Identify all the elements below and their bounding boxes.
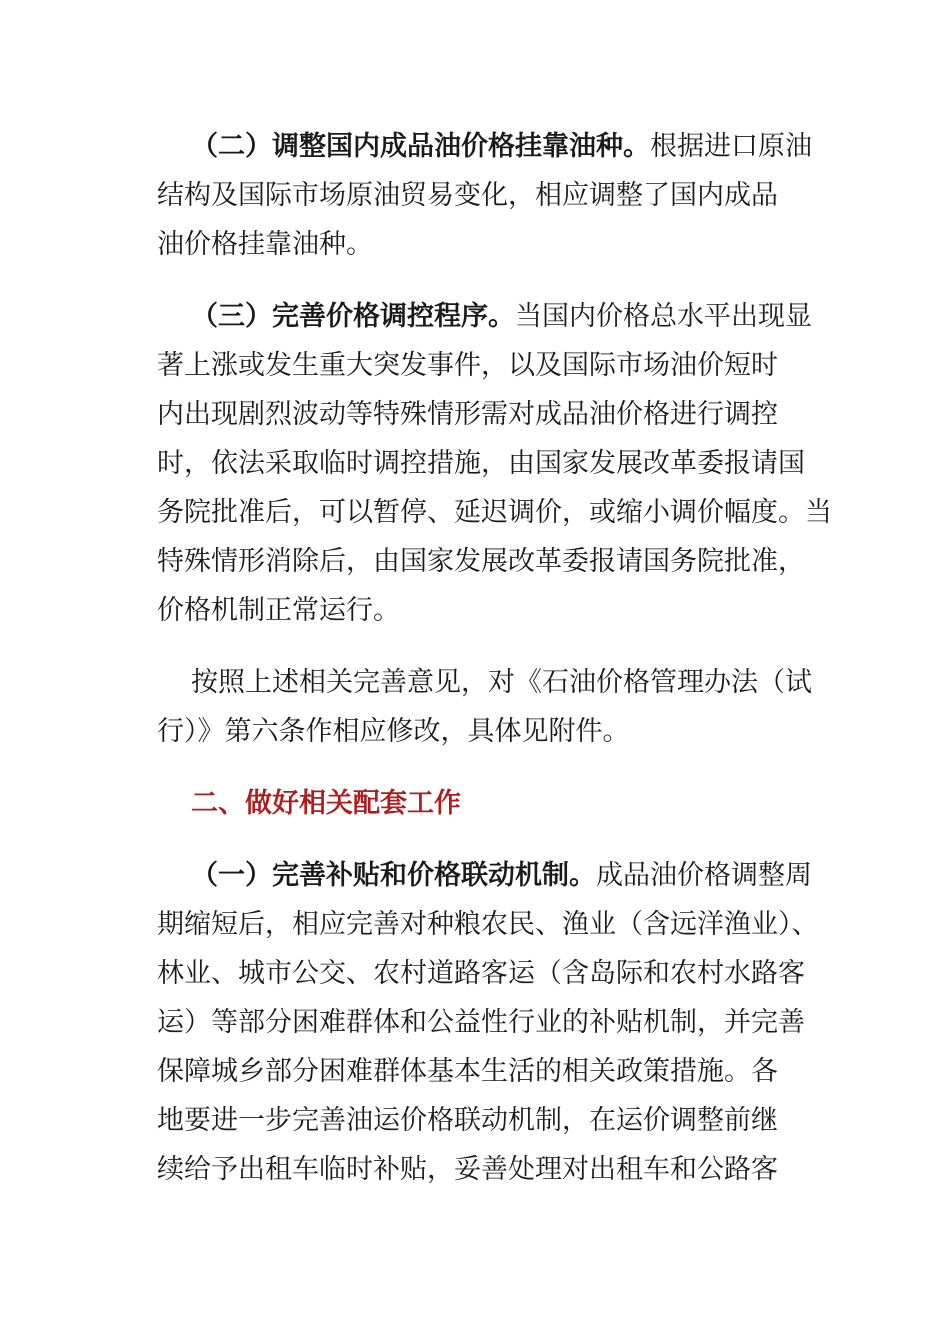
paragraph-line: 保障城乡部分困难群体基本生活的相关政策措施。各 xyxy=(157,1056,778,1087)
section-heading: 二、做好相关配套工作 xyxy=(191,788,461,819)
paragraph-line: 行）》第六条作相应修改，具体见附件。 xyxy=(157,716,630,747)
paragraph-subsidy-linkage xyxy=(157,851,819,1194)
paragraph-line: 运）等部分困难群体和公益性行业的补贴机制，并完善 xyxy=(157,1007,805,1038)
paragraph-line: 林业、城市公交、农村道路客运（含岛际和农村水路客 xyxy=(157,958,805,989)
paragraph-line xyxy=(157,292,812,341)
paragraph-line: 著上涨或发生重大突发事件，以及国际市场油价短时 xyxy=(157,350,778,381)
paragraph-line: 价格机制正常运行。 xyxy=(157,595,400,626)
paragraph-adjust-benchmark-crude xyxy=(157,122,812,269)
document-page xyxy=(157,122,832,1194)
paragraph-text: 当国内价格总水平出现显 xyxy=(515,301,812,332)
paragraph-lead-bold: （一）完善补贴和价格联动机制。 xyxy=(191,860,596,891)
paragraph-line: 结构及国际市场原油贸易变化，相应调整了国内成品 xyxy=(157,180,778,211)
paragraph-line xyxy=(157,851,812,900)
paragraph-text: 根据进口原油 xyxy=(650,131,812,162)
paragraph-text: 成品油价格调整周 xyxy=(596,860,812,891)
paragraph-price-regulation-procedure xyxy=(157,292,832,635)
paragraph-line: 内出现剧烈波动等特殊情形需对成品油价格进行调控 xyxy=(157,399,778,430)
paragraph-line: 续给予出租车临时补贴，妥善处理对出租车和公路客 xyxy=(157,1154,778,1185)
paragraph-line: 地要进一步完善油运价格联动机制，在运价调整前继 xyxy=(157,1105,778,1136)
paragraph-gap xyxy=(157,635,797,658)
paragraph-line: 时，依法采取临时调控措施，由国家发展改革委报请国 xyxy=(157,448,805,479)
paragraph-line: 期缩短后，相应完善对种粮农民、渔业（含远洋渔业）、 xyxy=(157,909,819,940)
paragraph-line: 特殊情形消除后，由国家发展改革委报请国务院批准， xyxy=(157,546,805,577)
paragraph-gap xyxy=(157,828,797,851)
paragraph-gap xyxy=(157,756,797,779)
paragraph-amendment xyxy=(157,658,812,756)
paragraph-lead-bold: （二）调整国内成品油价格挂靠油种。 xyxy=(191,131,650,162)
paragraph-gap xyxy=(157,269,797,292)
paragraph-line xyxy=(157,122,812,171)
paragraph-line: 油价格挂靠油种。 xyxy=(157,229,373,260)
paragraph-line: 务院批准后，可以暂停、延迟调价，或缩小调价幅度。当 xyxy=(157,497,832,528)
paragraph-lead-bold: （三）完善价格调控程序。 xyxy=(191,301,515,332)
paragraph-line: 按照上述相关完善意见，对《石油价格管理办法（试 xyxy=(191,667,812,698)
